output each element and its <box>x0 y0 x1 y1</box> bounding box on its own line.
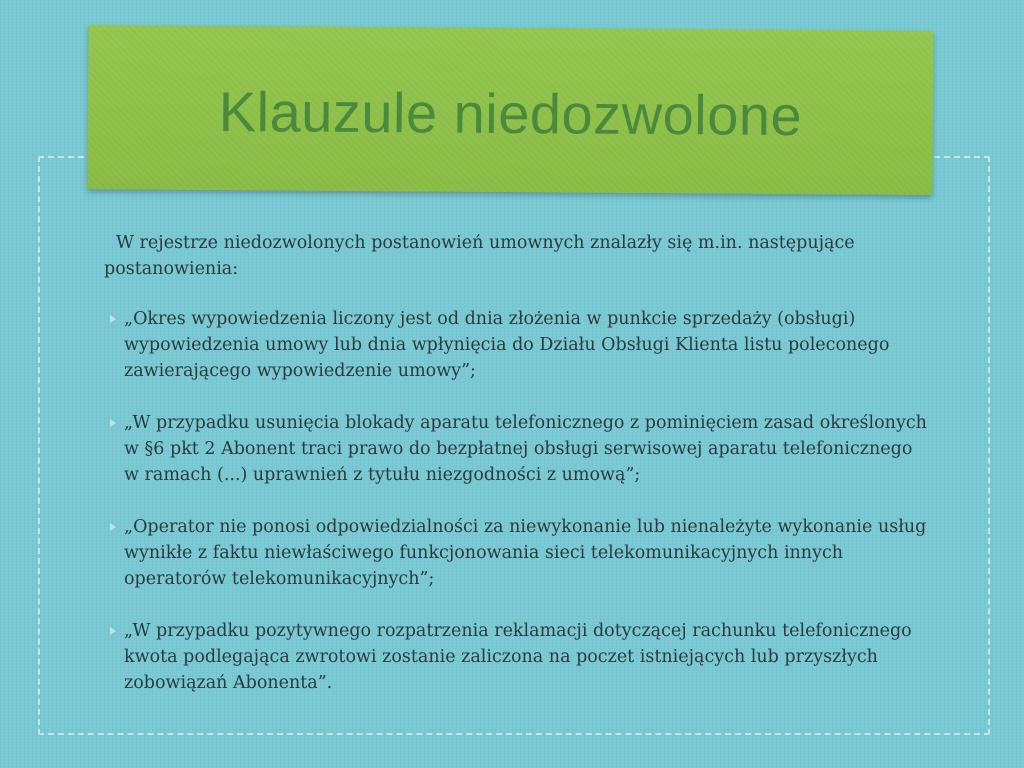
triangle-bullet-icon <box>110 315 116 323</box>
title-banner <box>87 25 933 195</box>
bullet-item <box>100 514 930 592</box>
bullet-item <box>100 306 930 384</box>
bullet-text: „W przypadku usunięcia blokady aparatu telefonicznego z pominięciem zasad określonych w §6 pkt 2 Abonent traci prawo do bezpłatnej obsługi serwisowej aparatu telefonicznego w ramach (...) uprawnień z tytułu niezgodności z umową”; <box>124 413 927 485</box>
bullet-item <box>100 618 930 696</box>
intro-text: W rejestrze niedozwolonych postanowień umownych znalazły się m.in. następujące postanowienia: <box>104 233 855 279</box>
bullet-list <box>100 306 930 696</box>
bullet-text: „Operator nie ponosi odpowiedzialności za niewykonanie lub nienależyte wykonanie usług wynikłe z faktu niewłaściwego funkcjonowania sieci telekomunikacyjnych innych operatorów telekomunikacyjnych”; <box>124 517 927 589</box>
slide-content <box>100 230 930 722</box>
bullet-text: „W przypadku pozytywnego rozpatrzenia reklamacji dotyczącej rachunku telefonicznego kwota podlegająca zwrotowi zostanie zaliczona na poczet istniejących lub przyszłych zobowiązań Abonenta”. <box>124 621 912 693</box>
triangle-bullet-icon <box>110 627 116 635</box>
bullet-item <box>100 410 930 488</box>
bullet-text: „Okres wypowiedzenia liczony jest od dnia złożenia w punkcie sprzedaży (obsługi) wypowiedzenia umowy lub dnia wpłynięcia do Działu Obsługi Klienta listu poleconego zawierającego wypowiedzenie umowy”; <box>124 309 890 381</box>
slide-title: Klauzule niedozwolone <box>218 79 803 147</box>
triangle-bullet-icon <box>110 419 116 427</box>
triangle-bullet-icon <box>110 523 116 531</box>
